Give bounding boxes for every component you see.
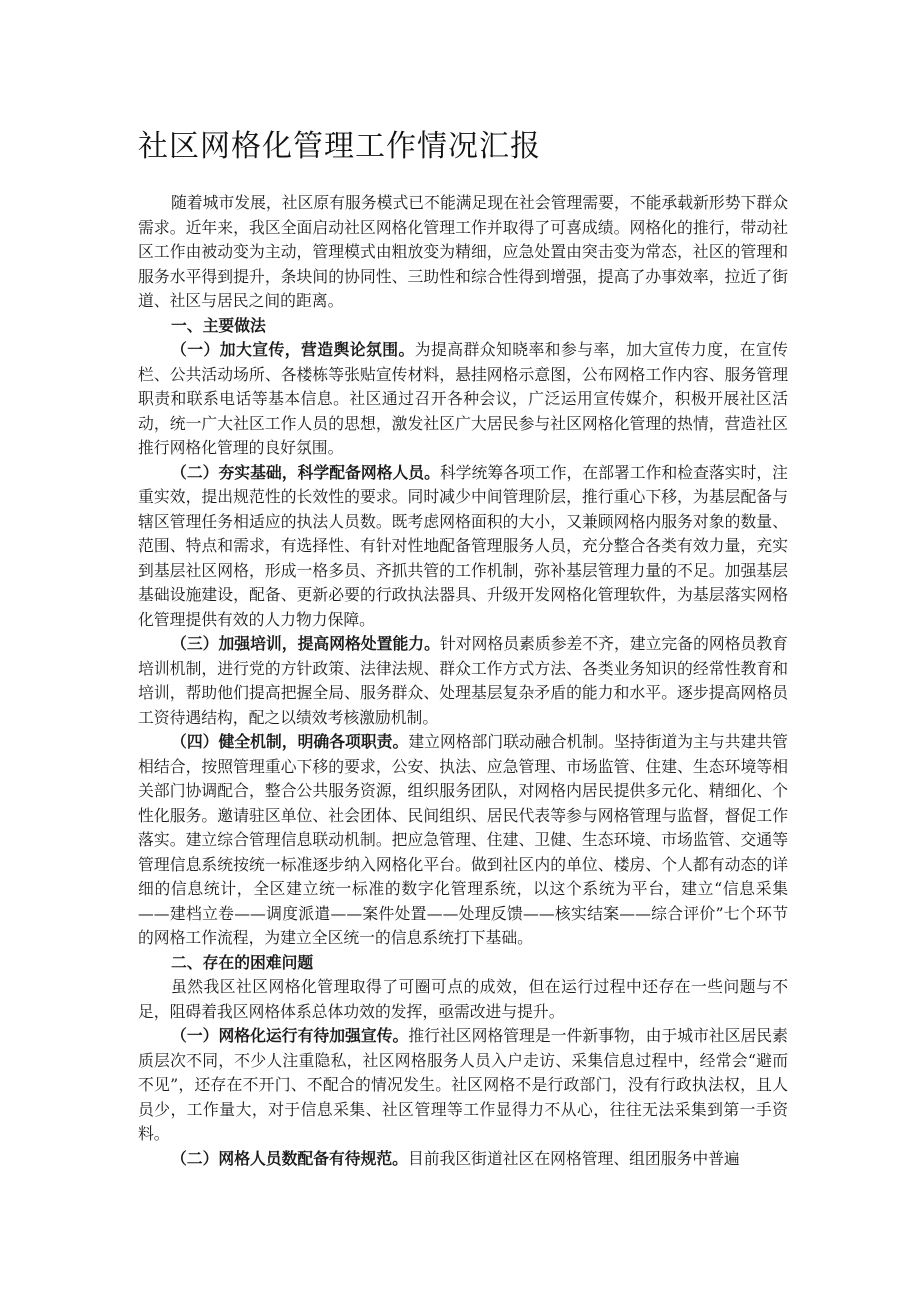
section-1-heading: 一、主要做法 (171, 315, 266, 335)
item-lead: （二）夯实基础，科学配备网格人员。 (171, 462, 440, 482)
item-body: 针对网格员素质参差不齐，建立完备的网格员教育培训机制，进行党的方针政策、法律法规、群众工作方式方法、各类业务知识的经常性教育和培训，帮助他们提高把握全局、服务群众、处理基层复杂矛盾的能力和水平。逐步提高网格员工资待遇结构，配之以绩效考核激励机制。 (138, 634, 788, 727)
item-lead: （三）加强培训，提高网格处置能力。 (171, 634, 440, 653)
item-body: 建立网格部门联动融合机制。坚持街道为主与共建共管相结合，按照管理重心下移的要求，公安、执法、应急管理、市场监管、住建、生态环境等相关部门协调配合，整合公共服务资源，组织服务团队，对网格内居民提供多元化、精细化、个性化服务。邀请驻区单位、社会团体、民间组织、居民代表等参与网格管理与监督，督促工作落实。建立综合管理信息联动机制。把应急管理、住建、卫健、生态环境、市场监管、交通等管理信息系统按统一标准逐步纳入网格化平台。做到社区内的单位、楼房、个人都有动态的详细的信息统计，全区建立统一标准的数字化管理系统，以这个系统为平台，建立“信息采集——建档立卷——调度派遣——案件处置——处理反馈——核实结案——综合评价”七个环节的网格工作流程，为建立全区统一的信息系统打下基础。 (138, 732, 788, 947)
section-1-item-4 (138, 730, 788, 951)
item-body: 推行社区网格管理是一件新事物，由于城市社区居民素质层次不同，不少人注重隐私，社区网格服务人员入户走访、采集信息过程中，经常会“避而不见”，还存在不开门、不配合的情况发生。社区网格不是行政部门，没有行政执法权，且人员少，工作量大，对于信息采集、社区管理等工作显得力不从心，往往无法采集到第一手资料。 (138, 1026, 788, 1143)
item-body: 科学统筹各项工作，在部署工作和检查落实时，注重实效，提出规范性的长效性的要求。同时减少中间管理阶层，推行重心下移，为基层配备与辖区管理任务相适应的执法人员数。既考虑网格面积的大小，又兼顾网格内服务对象的数量、范围、特点和需求，有选择性、有针对性地配备管理服务人员，充分整合各类有效力量，充实到基层社区网格，形成一格多员、齐抓共管的工作机制，弥补基层管理力量的不足。加强基层基础设施建设，配备、更新必要的行政执法器具、升级开发网格化管理软件，为基层落实网格化管理提供有效的人力物力保障。 (138, 462, 788, 629)
item-lead: （四）健全机制，明确各项职责。 (171, 732, 409, 751)
item-body: 为提高群众知晓率和参与率，加大宣传力度，在宣传栏、公共活动场所、各楼栋等张贴宣传材料，悬挂网格示意图，公布网格工作内容、服务管理职责和联系电话等基本信息。社区通过召开各种会议，广泛运用宣传媒介，积极开展社区活动，统一广大社区工作人员的思想，激发社区广大居民参与社区网格化管理的热情，营造社区推行网格化管理的良好氛围。 (138, 340, 788, 457)
section-2-item-1 (138, 1024, 788, 1147)
item-lead: （一）加大宣传，营造舆论氛围。 (171, 340, 415, 359)
section-1-item-1 (138, 338, 788, 461)
item-lead: （二）网格人员数配备有待规范。 (171, 1148, 408, 1168)
section-2-item-2 (138, 1147, 788, 1172)
document-page (138, 127, 788, 1171)
document-title: 社区网格化管理工作情况汇报 (138, 129, 541, 164)
section-1-item-3 (138, 632, 788, 730)
item-lead: （一）网格化运行有待加强宣传。 (171, 1026, 409, 1045)
section-2-heading: 二、存在的困难问题 (171, 952, 314, 972)
section-1-item-2 (138, 461, 788, 633)
item-body: 目前我区街道社区在网格管理、组团服务中普遍 (407, 1148, 740, 1168)
section-2-intro: 虽然我区社区网格化管理取得了可圈可点的成效，但在运行过程中还存在一些问题与不足，阻碍着我区网格体系总体功效的发挥，亟需改进与提升。 (138, 977, 788, 1021)
intro-paragraph: 随着城市发展，社区原有服务模式已不能满足现在社会管理需要，不能承载新形势下群众需求。近年来，我区全面启动社区网格化管理工作并取得了可喜成绩。网格化的推行，带动社区工作由被动变为主动，管理模式由粗放变为精细，应急处置由突击变为常态，社区的管理和服务水平得到提升，条块间的协同性、三助性和综合性得到增强，提高了办事效率，拉近了街道、社区与居民之间的距离。 (138, 193, 788, 310)
